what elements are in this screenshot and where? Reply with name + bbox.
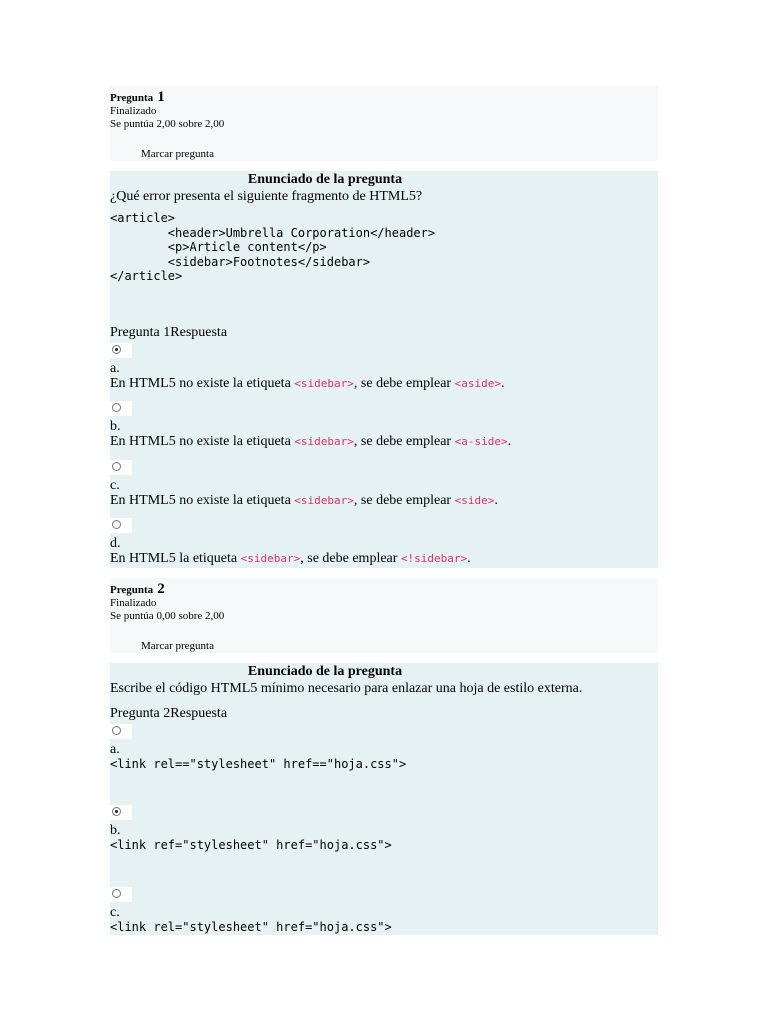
radio-icon [112,726,121,735]
question-state: Finalizado [110,597,157,609]
question-grade: Se puntúa 2,00 sobre 2,00 [110,118,225,130]
radio-option-a[interactable] [110,343,132,358]
flag-question-link[interactable]: Marcar pregunta [141,148,214,160]
question-label: Pregunta [110,584,154,596]
radio-icon [112,807,121,816]
question-1-info [110,86,658,161]
radio-option-b[interactable] [110,401,132,416]
question-2-title [110,580,165,598]
option-letter: a. [110,742,120,757]
option-text: , se debe emplear [353,376,455,391]
radio-icon [112,462,121,471]
option-text: . [507,434,512,449]
question-state: Finalizado [110,105,157,117]
question-text: Escribe el código HTML5 mínimo necesario para enlazar una hoja de estilo externa. [110,681,583,696]
answer-label: Pregunta 1Respuesta [110,325,228,340]
option-code: <!sidebar> [400,552,468,565]
radio-option-b[interactable] [110,805,132,820]
option-code: <link rel=="stylesheet" href=="hoja.css"> [110,757,407,771]
question-heading: Enunciado de la pregunta [247,172,403,187]
option-text: , se debe emplear [353,493,455,508]
question-2-content [110,663,658,935]
option-b-text [110,434,511,450]
question-heading: Enunciado de la pregunta [247,664,403,679]
option-text: . [467,551,471,566]
question-text: ¿Qué error presenta el siguiente fragmento de HTML5? [110,189,423,204]
radio-option-a[interactable] [110,724,132,739]
option-c-text [110,493,498,509]
radio-icon [112,345,121,354]
option-code: <link ref="stylesheet" href="hoja.css"> [110,838,392,852]
question-label: Pregunta [110,92,154,104]
option-code: <sidebar> [240,552,301,565]
question-2-info [110,578,658,653]
option-text: , se debe emplear [300,551,401,566]
question-code: <article> <header>Umbrella Corporation</header> <p>Article content</p> <sidebar>Footnotes</sidebar> </article> [110,211,436,283]
question-grade: Se puntúa 0,00 sobre 2,00 [110,610,225,622]
question-1-content [110,171,658,568]
radio-option-c[interactable] [110,887,132,902]
option-text: En HTML5 no existe la etiqueta [110,434,295,449]
flag-question-link[interactable]: Marcar pregunta [141,640,214,652]
question-number: 2 [157,581,165,597]
option-code: <a-side> [454,435,508,448]
option-letter: a. [110,361,120,376]
radio-icon [112,403,121,412]
question-1-title [110,88,165,106]
option-code: <sidebar> [294,435,354,448]
option-text: En HTML5 no existe la etiqueta [110,376,295,391]
option-code: <sidebar> [294,377,354,390]
option-letter: b. [110,419,121,434]
option-letter: d. [110,536,121,551]
option-letter: c. [110,478,120,493]
radio-icon [112,520,121,529]
option-text: . [500,376,505,391]
option-text: , se debe emplear [353,434,455,449]
radio-option-c[interactable] [110,460,132,475]
option-code: <sidebar> [294,494,354,507]
option-code: <side> [454,494,495,507]
option-code: <aside> [454,377,501,390]
option-text: En HTML5 la etiqueta [110,551,241,566]
option-text: En HTML5 no existe la etiqueta [110,493,295,508]
question-number: 1 [157,89,165,105]
option-letter: c. [110,905,120,920]
option-a-text [110,376,504,392]
answer-label: Pregunta 2Respuesta [110,706,228,721]
option-text: . [494,493,498,508]
radio-icon [112,889,121,898]
option-code: <link rel="stylesheet" href="hoja.css"> [110,920,392,934]
option-d-text [110,551,471,567]
option-letter: b. [110,823,121,838]
radio-option-d[interactable] [110,518,132,533]
